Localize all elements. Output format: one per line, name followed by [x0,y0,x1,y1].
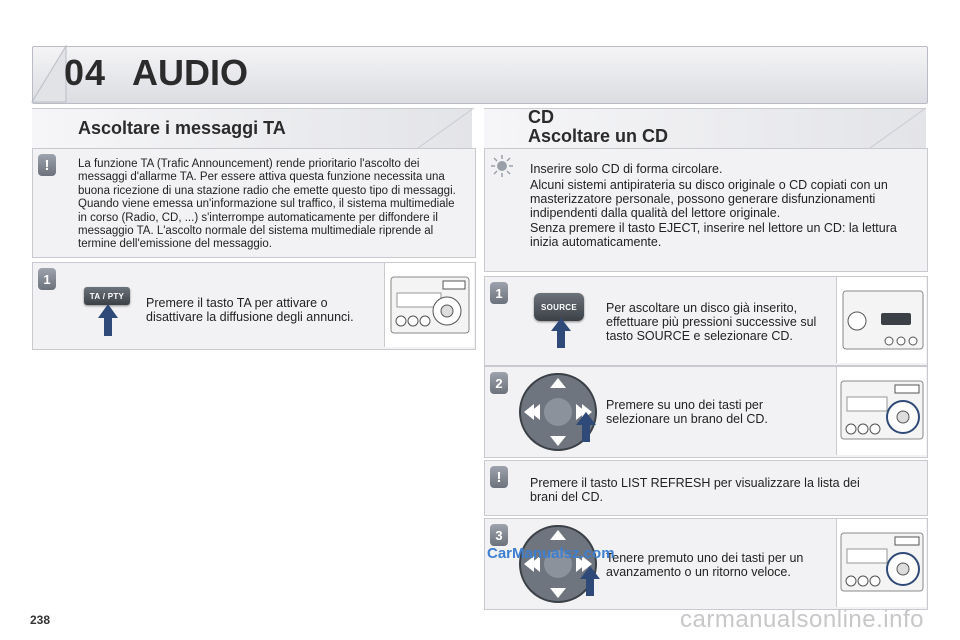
step-number-badge: 1 [38,268,56,290]
ta-step1-text: Premere il tasto TA per attivare o disattivare la diffusione degli annunci. [146,296,354,324]
page-number: 238 [30,613,51,627]
step-number-badge: 1 [490,282,508,304]
radio-panel-icon [837,519,926,607]
watermark-carmanualsz: CarManualsz.com [487,545,615,562]
cd-info-p1: Inserire solo CD di forma circolare. [530,162,723,176]
radio-thumbnail [836,277,926,363]
header-slash-icon [862,106,928,150]
ta-note-text: La funzione TA (Trafic Announcement) rende prioritario l'ascolto dei messaggi d'allarme TA. Per essere attiva questa funzione necessita una buona ricezione di una stazione radio che emette questo tipo di messaggi. Quando viene emessa un'informazione sul traffico, il sistema multimediale in corso (Radio, CD, ...) s'interrompe automaticamente per diffondere il messaggio TA. L'ascolto normale del sistema multimediale riprende al termine dell'emissione del messaggio. [78,158,456,251]
cd-info-p3: Senza premere il tasto EJECT, inserire nel lettore un CD: la lettura inizia automaticamente. [530,221,897,249]
up-arrow-icon [98,304,118,336]
watermark-carmanualsonline: carmanualsonline.info [680,606,924,633]
list-refresh-text: Premere il tasto LIST REFRESH per visualizzare la lista dei brani del CD. [530,476,860,504]
up-arrow-icon [580,566,600,596]
radio-panel-icon [837,277,926,363]
ta-pty-key: TA / PTY [84,287,130,305]
sun-bulb-icon [490,154,514,178]
cd-step1-text: Per ascoltare un disco già inserito, effettuare più pressioni successive sul tasto SOURCE e selezionare CD. [606,301,817,343]
radio-panel-icon [837,367,926,455]
banner-corner-icon [28,44,68,104]
step-number-badge: 2 [490,372,508,394]
right-section-title-cd: CD [528,107,554,127]
radio-panel-icon [385,263,474,347]
chapter-number: 04 [64,52,107,93]
left-section-title: Ascoltare i messaggi TA [78,118,286,138]
cd-step3-text: Tenere premuto uno dei tasti per un avanzamento o un ritorno veloce. [606,551,804,579]
step-number-badge: 3 [490,524,508,546]
up-arrow-icon [576,412,596,442]
source-key: SOURCE [534,293,584,321]
radio-thumbnail [836,367,926,455]
right-section-title: Ascoltare un CD [528,126,669,146]
warning-icon: ! [490,466,508,488]
header-slash-icon [410,106,476,150]
radio-thumbnail [384,263,474,347]
warning-icon: ! [38,154,56,176]
cd-step2-text: Premere su uno dei tasti per selezionare un brano del CD. [606,398,768,426]
chapter-title: AUDIO [132,52,248,93]
up-arrow-icon [551,318,571,348]
cd-info-p2: Alcuni sistemi antipirateria su disco originale o CD copiati con un masterizzatore personale, possono generare disfunzionamenti indipendenti dalla qualità del lettore originale. [530,178,888,220]
radio-thumbnail [836,519,926,607]
